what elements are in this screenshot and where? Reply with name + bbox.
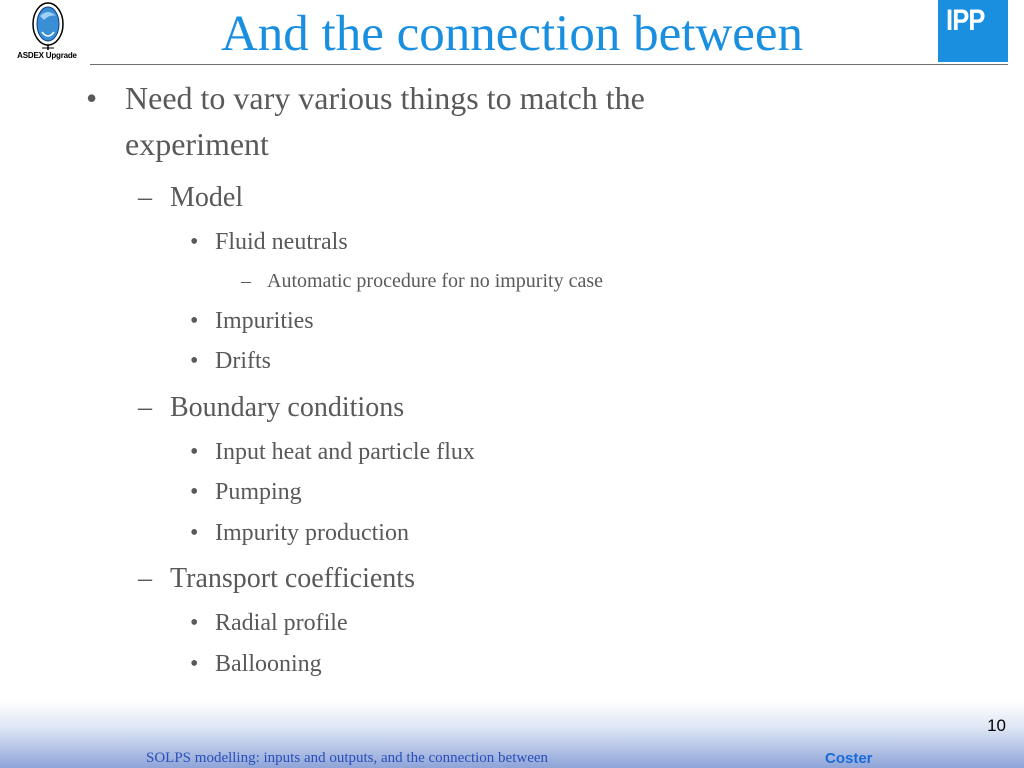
bullet-marker: • (190, 308, 199, 334)
bullet-marker: • (86, 80, 98, 116)
bullet-marker: • (190, 348, 199, 374)
bullet-marker: • (190, 439, 199, 465)
page-number: 10 (987, 716, 1006, 735)
bullet-marker: – (138, 392, 152, 423)
footer-presentation-title: SOLPS modelling: inputs and outputs, and the connection between (146, 750, 549, 766)
footer-author: Coster (825, 750, 873, 767)
slide-title: And the connection between (220, 6, 804, 62)
logo-caption: ASDEX Upgrade (17, 51, 77, 60)
bullet-marker: – (138, 182, 152, 213)
bullet-text: Boundary conditions (170, 392, 405, 423)
bullet-text: Model (170, 182, 244, 213)
bullet-text: Pumping (215, 479, 302, 505)
bullet-text: Drifts (215, 348, 271, 374)
bullet-text: Ballooning (215, 651, 322, 677)
bullet-text: Automatic procedure for no impurity case (267, 270, 603, 292)
bullet-marker: • (190, 610, 199, 636)
bullet-marker: – (138, 563, 152, 594)
bullet-text: Radial profile (215, 610, 348, 636)
bullet-marker: • (190, 520, 199, 546)
bullet-text: Need to vary various things to match the (125, 80, 645, 116)
bullet-text: Impurity production (215, 520, 409, 546)
bullet-text-continuation: experiment (125, 126, 269, 162)
bullet-text: Input heat and particle flux (215, 439, 475, 465)
bullet-marker: • (190, 479, 199, 505)
bullet-text: Transport coefficients (170, 563, 415, 594)
ipp-logo-text: IPP (946, 4, 985, 37)
bullet-marker: • (190, 229, 199, 255)
bullet-marker: – (241, 270, 251, 292)
bullet-text: Fluid neutrals (215, 229, 348, 255)
bullet-marker: • (190, 651, 199, 677)
bullet-text: Impurities (215, 308, 314, 334)
